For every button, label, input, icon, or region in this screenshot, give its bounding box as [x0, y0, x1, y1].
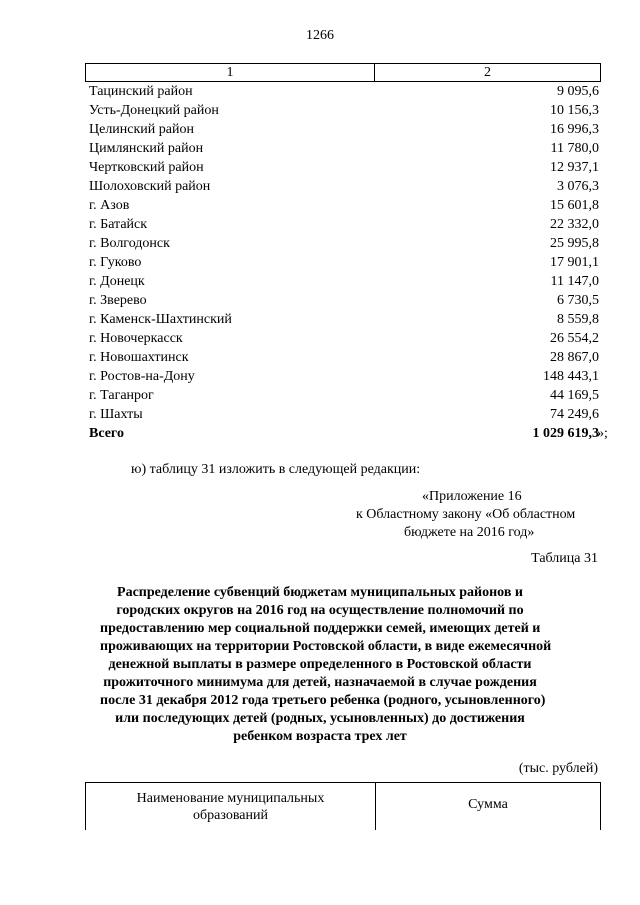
municipality-name: Тацинский район	[89, 84, 193, 99]
municipality-name: Чертковский район	[89, 160, 204, 175]
heading-line: денежной выплаты в размере определенного в Ростовской области	[108, 657, 532, 672]
table-row	[85, 310, 601, 329]
amendment-instruction: ю) таблицу 31 изложить в следующей редакции:	[131, 462, 421, 477]
appendix-line-2: к Областному закону «Об областном	[356, 507, 576, 522]
table-row	[85, 120, 601, 139]
table-row	[85, 196, 601, 215]
municipality-amount: 15 601,8	[550, 198, 599, 213]
distribution-table	[85, 782, 601, 830]
column-header-name-line-2: образований	[193, 808, 268, 823]
table-row	[85, 329, 601, 348]
municipality-name: г. Каменск-Шахтинский	[89, 312, 232, 327]
municipality-name: Усть-Донецкий район	[89, 103, 219, 118]
municipality-amount: 16 996,3	[550, 122, 599, 137]
appendix-reference	[350, 488, 598, 542]
heading-line: или последующих детей (родных, усыновленных) до достижения	[115, 711, 525, 726]
heading-line: предоставлению мер социальной поддержки семей, имеющих детей и	[100, 621, 541, 636]
municipality-name: г. Ростов-на-Дону	[89, 369, 195, 384]
column-header-name	[86, 783, 376, 830]
municipality-name: г. Шахты	[89, 407, 143, 422]
municipality-name: г. Волгодонск	[89, 236, 170, 251]
table-label: Таблица 31	[531, 551, 598, 566]
table-row	[85, 291, 601, 310]
table-row	[85, 101, 601, 120]
municipality-name: г. Донецк	[89, 274, 145, 289]
table-row	[85, 253, 601, 272]
heading-line: после 31 декабря 2012 года третьего ребенка (родного, усыновленного)	[100, 693, 546, 708]
municipality-name: Шолоховский район	[89, 179, 211, 194]
municipality-amount: 22 332,0	[550, 217, 599, 232]
municipality-amount: 148 443,1	[543, 369, 599, 384]
municipality-name: г. Зверево	[89, 293, 147, 308]
municipality-amount: 3 076,3	[557, 179, 599, 194]
municipality-amount: 11 147,0	[550, 274, 599, 289]
heading-line: ребенком возраста трех лет	[233, 729, 407, 744]
page-number: 1266	[306, 28, 334, 43]
municipality-amount: 11 780,0	[550, 141, 599, 156]
municipality-name: г. Новочеркасск	[89, 331, 183, 346]
table-row	[85, 139, 601, 158]
municipality-amount: 8 559,8	[557, 312, 599, 327]
municipality-name: Целинский район	[89, 122, 194, 137]
units-label: (тыс. рублей)	[518, 761, 598, 776]
table-row	[85, 82, 601, 101]
appendix-line-3: бюджете на 2016 год»	[404, 525, 535, 540]
table-row	[85, 158, 601, 177]
table-row	[85, 386, 601, 405]
municipality-amount: 28 867,0	[550, 350, 599, 365]
column-header-sum: Сумма	[468, 797, 508, 812]
heading-line: проживающих на территории Ростовской области, в виде ежемесячной	[100, 639, 552, 654]
table-row	[85, 348, 601, 367]
municipality-amount: 10 156,3	[550, 103, 599, 118]
municipality-amount: 6 730,5	[557, 293, 599, 308]
closing-quote: »;	[597, 426, 608, 441]
total-label: Всего	[89, 426, 124, 441]
municipality-name: г. Азов	[89, 198, 130, 213]
table-row	[85, 177, 601, 196]
table-body	[85, 82, 601, 424]
municipality-name: г. Новошахтинск	[89, 350, 189, 365]
table-total-row	[85, 424, 601, 443]
appendix-line-1: «Приложение 16	[422, 489, 522, 504]
municipality-amount: 17 901,1	[550, 255, 599, 270]
heading-line: прожиточного минимума для детей, назначаемой в случае рождения	[103, 675, 537, 690]
table-row	[85, 367, 601, 386]
municipality-amount: 25 995,8	[550, 236, 599, 251]
municipality-name: г. Батайск	[89, 217, 148, 232]
column-header-1: 1	[86, 64, 375, 81]
municipality-amount: 44 169,5	[550, 388, 599, 403]
total-value: 1 029 619,3	[532, 426, 599, 441]
municipality-name: г. Гуково	[89, 255, 142, 270]
municipality-name: г. Таганрог	[89, 388, 154, 403]
heading-line: городских округов на 2016 год на осуществление полномочий по	[116, 603, 524, 618]
subvention-table-continued	[85, 63, 601, 443]
municipality-amount: 74 249,6	[550, 407, 599, 422]
heading-line: Распределение субвенций бюджетам муниципальных районов и	[117, 585, 523, 600]
column-header-name-line-1: Наименование муниципальных	[136, 791, 325, 806]
column-header-2: 2	[484, 65, 491, 80]
municipality-amount: 26 554,2	[550, 331, 599, 346]
table-row	[85, 234, 601, 253]
table-row	[85, 215, 601, 234]
municipality-amount: 12 937,1	[550, 160, 599, 175]
table-row	[85, 272, 601, 291]
document-heading	[100, 584, 552, 746]
table-header-row	[85, 63, 601, 82]
municipality-amount: 9 095,6	[557, 84, 599, 99]
municipality-name: Цимлянский район	[89, 141, 204, 156]
table-row	[85, 405, 601, 424]
